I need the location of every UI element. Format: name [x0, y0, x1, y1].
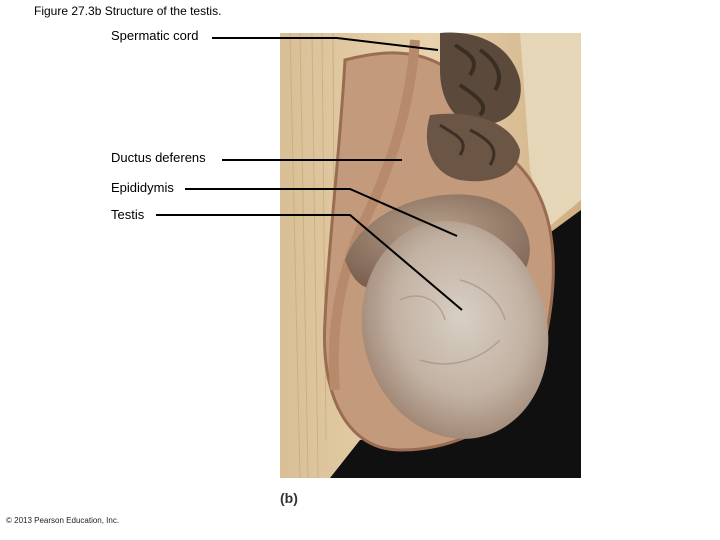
label-ductus-deferens: Ductus deferens [111, 150, 206, 165]
panel-letter: (b) [280, 490, 298, 506]
label-testis: Testis [111, 207, 145, 222]
label-spermatic-cord: Spermatic cord [111, 28, 199, 43]
label-epididymis: Epididymis [111, 180, 174, 195]
figure-title: Figure 27.3b Structure of the testis. [34, 4, 222, 18]
copyright-credit: © 2013 Pearson Education, Inc. [6, 516, 120, 525]
